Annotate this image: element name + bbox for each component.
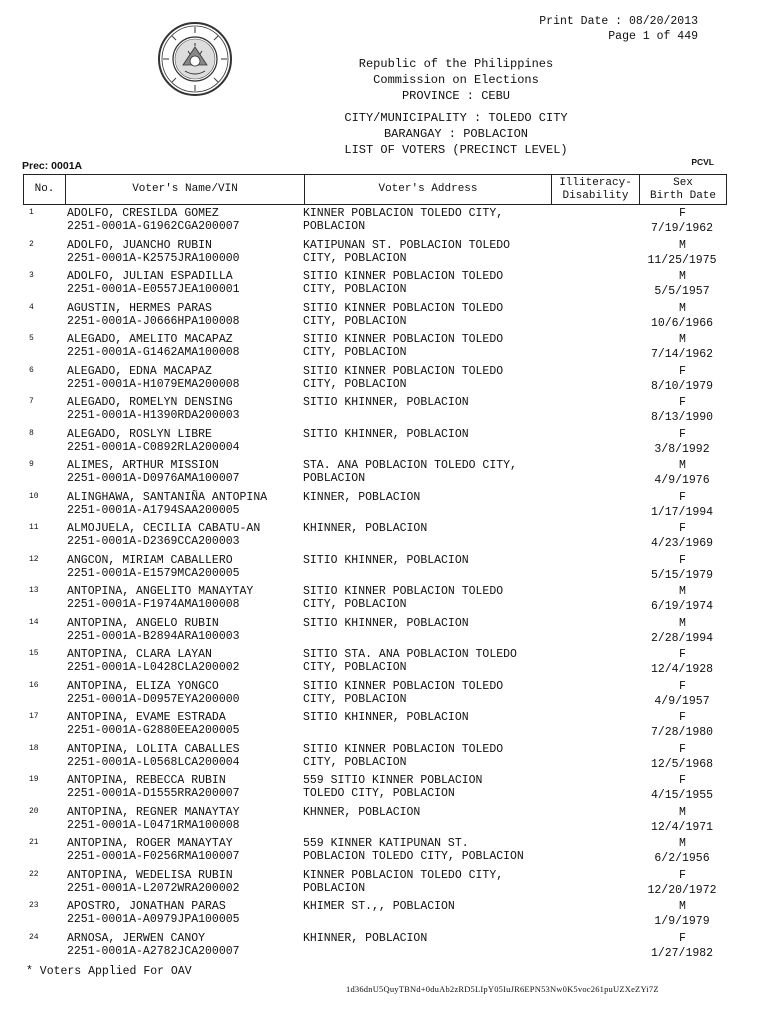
- voter-address-line2: CITY, POBLACION: [303, 251, 407, 265]
- voter-birth-date: 12/4/1971: [650, 820, 714, 834]
- voter-address-line2: POBLACION: [303, 881, 366, 895]
- voter-number: 12: [29, 554, 39, 564]
- voter-birth-date: 8/13/1990: [650, 411, 714, 424]
- voter-address-line1: KHINNER, POBLACION: [303, 522, 428, 535]
- voter-address-line1: 559 SITIO KINNER POBLACION: [303, 774, 483, 787]
- voter-sex: M: [679, 238, 686, 252]
- voter-name: ALEGADO, EDNA MACAPAZ: [67, 364, 212, 378]
- voter-sex: F: [679, 868, 686, 882]
- voter-vin: 2251-0001A-G1462AMA100008: [67, 346, 240, 359]
- voter-address-line1: SITIO STA. ANA POBLACION TOLEDO: [303, 648, 517, 661]
- voter-birth-date: 4/23/1969: [650, 537, 714, 550]
- voter-number: 9: [29, 460, 34, 469]
- voter-name: ANTOPINA, ANGELO RUBIN: [67, 616, 219, 630]
- voter-name: APOSTRO, JONATHAN PARAS: [67, 900, 226, 913]
- voter-vin: 2251-0001A-F1974AMA100008: [67, 598, 240, 611]
- voter-number: 3: [29, 271, 34, 280]
- voter-address-line1: SITIO KINNER POBLACION TOLEDO: [303, 333, 504, 346]
- voter-name: ANTOPINA, REGNER MANAYTAY: [67, 805, 240, 819]
- voter-address-line1: SITIO KINNER POBLACION TOLEDO: [303, 270, 504, 283]
- voter-sex: M: [679, 805, 686, 819]
- footnote: * Voters Applied For OAV: [26, 965, 192, 978]
- voter-number: 17: [29, 712, 39, 721]
- voter-number: 10: [29, 491, 39, 501]
- voter-name: ALEGADO, ROSLYN LIBRE: [67, 427, 212, 441]
- voter-address-line1: SITIO KINNER POBLACION TOLEDO: [303, 679, 504, 693]
- document-header: [200, 56, 712, 158]
- voter-name: ANTOPINA, ELIZA YONGCO: [67, 679, 219, 693]
- voter-sex: M: [679, 616, 686, 630]
- voter-sex: M: [679, 459, 686, 472]
- voter-row: [23, 710, 725, 742]
- header-city: CITY/MUNICIPALITY : TOLEDO CITY: [344, 111, 568, 125]
- voter-sex: F: [679, 774, 686, 787]
- voter-sex: M: [679, 585, 686, 598]
- voter-list: [23, 206, 725, 962]
- col-birth: Birth Date: [649, 189, 716, 202]
- voter-address-line2: CITY, POBLACION: [303, 314, 407, 328]
- voter-birth-date: 8/10/1979: [650, 379, 714, 393]
- voter-address-line1: KHIMER ST.,, POBLACION: [303, 900, 455, 913]
- col-address: Voter's Address: [305, 175, 552, 205]
- voter-name: ALEGADO, AMELITO MACAPAZ: [67, 333, 233, 346]
- voter-name: ALEGADO, ROMELYN DENSING: [67, 396, 233, 409]
- voter-row: [23, 332, 725, 364]
- header-title: LIST OF VOTERS (PRECINCT LEVEL): [344, 143, 568, 157]
- voter-address-line1: 559 KINNER KATIPUNAN ST.: [303, 837, 469, 850]
- voter-row: [23, 679, 725, 711]
- voter-birth-date: 7/14/1962: [650, 348, 714, 361]
- voter-row: [23, 616, 725, 648]
- col-illiteracy: [552, 175, 640, 205]
- col-illiteracy-line2: Disability: [562, 189, 629, 202]
- voter-name: AGUSTIN, HERMES PARAS: [67, 301, 212, 315]
- voter-vin: 2251-0001A-F0256RMA100007: [67, 850, 240, 863]
- voter-sex: F: [679, 742, 686, 756]
- voter-address-line2: POBLACION: [303, 472, 366, 485]
- voter-row: [23, 584, 725, 616]
- voter-birth-date: 4/9/1976: [654, 474, 710, 487]
- voter-row: [23, 427, 725, 459]
- voter-name: ANTOPINA, WEDELISA RUBIN: [67, 868, 233, 882]
- voter-vin: 2251-0001A-D2369CCA200003: [67, 535, 240, 548]
- voter-birth-date: 2/28/1994: [650, 631, 714, 645]
- voter-address-line1: KINNER POBLACION TOLEDO CITY,: [303, 868, 504, 882]
- voter-number: 15: [29, 649, 39, 658]
- voter-address-line2: POBLACION TOLEDO CITY, POBLACION: [303, 850, 524, 863]
- voter-number: 5: [29, 334, 34, 343]
- voter-vin: 2251-0001A-L0428CLA200002: [67, 661, 240, 674]
- voter-birth-date: 3/8/1992: [654, 442, 710, 456]
- voter-address-line1: SITIO KINNER POBLACION TOLEDO: [303, 742, 504, 756]
- voter-sex: F: [679, 553, 686, 567]
- voter-row: [23, 553, 725, 585]
- voter-number: 21: [29, 838, 39, 847]
- voter-birth-date: 5/15/1979: [650, 568, 714, 582]
- voter-row: [23, 805, 725, 837]
- voter-address-line1: SITIO KINNER POBLACION TOLEDO: [303, 364, 504, 378]
- voter-number: 7: [29, 397, 34, 406]
- voter-number: 18: [29, 743, 39, 753]
- col-no: No.: [24, 175, 66, 205]
- voter-address-line1: SITIO KHINNER, POBLACION: [303, 396, 469, 409]
- voter-birth-date: 6/19/1974: [650, 600, 714, 613]
- voter-address-line1: SITIO KHINNER, POBLACION: [303, 553, 469, 567]
- voter-vin: 2251-0001A-E1579MCA200005: [67, 566, 240, 580]
- voter-sex: M: [679, 333, 686, 346]
- voter-vin: 2251-0001A-A2782JCA200007: [67, 944, 240, 958]
- table-header: [23, 174, 727, 205]
- voter-number: 13: [29, 586, 39, 595]
- voter-name: ALIMES, ARTHUR MISSION: [67, 459, 219, 472]
- voter-vin: 2251-0001A-E0557JEA100001: [67, 283, 240, 296]
- voter-row: [23, 238, 725, 270]
- voter-address-line1: SITIO KINNER POBLACION TOLEDO: [303, 585, 504, 598]
- voter-address-line2: CITY, POBLACION: [303, 598, 407, 611]
- voter-birth-date: 1/9/1979: [654, 915, 710, 928]
- voter-row: [23, 269, 725, 301]
- page-number: Page 1 of 449: [608, 30, 698, 43]
- voter-name: ANTOPINA, ANGELITO MANAYTAY: [67, 585, 254, 598]
- print-info: [539, 14, 698, 44]
- voter-birth-date: 1/27/1982: [650, 946, 714, 960]
- print-date: Print Date : 08/20/2013: [539, 15, 698, 28]
- voter-vin: 2251-0001A-K2575JRA100000: [67, 251, 240, 265]
- voter-sex: F: [679, 648, 686, 661]
- voter-row: [23, 490, 725, 522]
- voter-address-line1: KHINNER, POBLACION: [303, 931, 428, 945]
- voter-sex: F: [679, 396, 686, 409]
- voter-name: ANTOPINA, LOLITA CABALLES: [67, 742, 240, 756]
- voter-sex: F: [679, 679, 686, 693]
- voter-row: [23, 364, 725, 396]
- voter-number: 1: [29, 208, 34, 217]
- voter-address-line2: CITY, POBLACION: [303, 661, 407, 674]
- voter-address-line1: KHNNER, POBLACION: [303, 805, 421, 819]
- voter-row: [23, 206, 725, 238]
- voter-name: ARNOSA, JERWEN CANOY: [67, 931, 206, 945]
- header-commission: Commission on Elections: [373, 73, 539, 87]
- voter-sex: M: [679, 837, 686, 850]
- voter-birth-date: 5/5/1957: [654, 285, 710, 298]
- voter-vin: 2251-0001A-G2880EEA200005: [67, 724, 240, 737]
- voter-number: 24: [29, 932, 39, 942]
- header-republic: Republic of the Philippines: [358, 57, 554, 71]
- voter-vin: 2251-0001A-D1555RRA200007: [67, 787, 240, 800]
- voter-birth-date: 7/28/1980: [650, 726, 714, 739]
- voter-sex: F: [679, 711, 686, 724]
- voter-birth-date: 4/15/1955: [650, 789, 714, 802]
- voter-address-line1: SITIO KHINNER, POBLACION: [303, 711, 469, 724]
- voter-sex: F: [679, 427, 686, 441]
- voter-sex: F: [679, 522, 686, 535]
- voter-sex: F: [679, 364, 686, 378]
- voter-address-line2: CITY, POBLACION: [303, 755, 407, 769]
- voter-address-line1: KINNER POBLACION TOLEDO CITY,: [303, 207, 504, 220]
- voter-vin: 2251-0001A-L0471RMA100008: [67, 818, 240, 832]
- voter-number: 4: [29, 302, 34, 312]
- voter-address-line1: STA. ANA POBLACION TOLEDO CITY,: [303, 459, 517, 472]
- voter-birth-date: 11/25/1975: [647, 253, 717, 267]
- voter-address-line1: KINNER, POBLACION: [303, 490, 421, 504]
- col-sex-birth: [640, 175, 727, 205]
- voter-row: [23, 521, 725, 553]
- voter-sex: F: [679, 207, 686, 220]
- voter-birth-date: 7/19/1962: [650, 222, 714, 235]
- voter-address-line2: TOLEDO CITY, POBLACION: [303, 787, 455, 800]
- voter-name: ALMOJUELA, CECILIA CABATU-AN: [67, 522, 261, 535]
- voter-name: ADOLFO, JULIAN ESPADILLA: [67, 270, 233, 283]
- voter-address-line2: CITY, POBLACION: [303, 377, 407, 391]
- precinct-label: Prec: 0001A: [22, 160, 83, 172]
- voter-birth-date: 12/4/1928: [650, 663, 714, 676]
- voter-vin: 2251-0001A-D0976AMA100007: [67, 472, 240, 485]
- form-code: PCVL: [691, 157, 714, 167]
- voter-number: 19: [29, 775, 39, 784]
- voter-row: [23, 742, 725, 774]
- voter-number: 16: [29, 680, 39, 690]
- voter-address-line1: SITIO KHINNER, POBLACION: [303, 616, 469, 630]
- voter-vin: 2251-0001A-L0568LCA200004: [67, 755, 240, 769]
- voter-number: 8: [29, 428, 34, 438]
- voter-name: ALINGHAWA, SANTANIÑA ANTOPINA: [67, 490, 268, 504]
- voter-row: [23, 868, 725, 900]
- voter-row: [23, 773, 725, 805]
- voter-number: 22: [29, 869, 39, 879]
- voter-number: 14: [29, 617, 39, 627]
- voter-row: [23, 301, 725, 333]
- voter-name: ANTOPINA, EVAME ESTRADA: [67, 711, 226, 724]
- voter-row: [23, 647, 725, 679]
- voter-number: 6: [29, 365, 34, 375]
- voter-sex: M: [679, 900, 686, 913]
- voter-name: ANGCON, MIRIAM CABALLERO: [67, 553, 233, 567]
- document-code: 1d36dnU5QuyTBNd+0duAb2zRD5LIpY05IuJR6EPN53Nw0K5voc261puUZXeZYi7Z: [346, 984, 659, 994]
- voter-name: ADOLFO, CRESILDA GOMEZ: [67, 207, 219, 220]
- voter-vin: 2251-0001A-L2072WRA200002: [67, 881, 240, 895]
- voter-row: [23, 458, 725, 490]
- voter-address-line2: POBLACION: [303, 220, 366, 233]
- voter-number: 20: [29, 806, 39, 816]
- voter-vin: 2251-0001A-G1962CGA200007: [67, 220, 240, 233]
- col-name: Voter's Name/VIN: [66, 175, 305, 205]
- voter-number: 2: [29, 239, 34, 249]
- voter-row: [23, 395, 725, 427]
- voter-name: ANTOPINA, REBECCA RUBIN: [67, 774, 226, 787]
- voter-sex: M: [679, 301, 686, 315]
- voter-birth-date: 6/2/1956: [654, 852, 710, 865]
- voter-sex: F: [679, 490, 686, 504]
- voter-vin: 2251-0001A-D0957EYA200000: [67, 692, 240, 706]
- header-province: PROVINCE : CEBU: [401, 89, 511, 103]
- voter-name: ADOLFO, JUANCHO RUBIN: [67, 238, 212, 252]
- voter-birth-date: 12/5/1968: [650, 757, 714, 771]
- voter-birth-date: 10/6/1966: [650, 316, 714, 330]
- voter-row: [23, 836, 725, 868]
- header-barangay: BARANGAY : POBLACION: [383, 127, 529, 141]
- voter-name: ANTOPINA, ROGER MANAYTAY: [67, 837, 233, 850]
- voter-row: [23, 931, 725, 963]
- voter-address-line1: SITIO KINNER POBLACION TOLEDO: [303, 301, 504, 315]
- col-illiteracy-line1: Illiteracy-: [559, 176, 632, 189]
- voter-birth-date: 1/17/1994: [650, 505, 714, 519]
- voter-vin: 2251-0001A-C0892RLA200004: [67, 440, 240, 454]
- voter-sex: M: [679, 270, 686, 283]
- voter-address-line1: SITIO KHINNER, POBLACION: [303, 427, 469, 441]
- voter-address-line2: CITY, POBLACION: [303, 346, 407, 359]
- voter-birth-date: 12/20/1972: [647, 883, 717, 897]
- voter-number: 11: [29, 523, 39, 532]
- voter-vin: 2251-0001A-H1390RDA200003: [67, 409, 240, 422]
- voter-birth-date: 4/9/1957: [654, 694, 710, 708]
- voter-address-line1: KATIPUNAN ST. POBLACION TOLEDO: [303, 238, 511, 252]
- col-sex: Sex: [673, 176, 693, 189]
- voter-row: [23, 899, 725, 931]
- voter-address-line2: CITY, POBLACION: [303, 283, 407, 296]
- voter-address-line2: CITY, POBLACION: [303, 692, 407, 706]
- voter-vin: 2251-0001A-H1079EMA200008: [67, 377, 240, 391]
- voter-vin: 2251-0001A-J0666HPA100008: [67, 314, 240, 328]
- voter-name: ANTOPINA, CLARA LAYAN: [67, 648, 212, 661]
- voter-sex: F: [679, 931, 686, 945]
- voter-vin: 2251-0001A-A0979JPA100005: [67, 913, 240, 926]
- voter-vin: 2251-0001A-A1794SAA200005: [67, 503, 240, 517]
- voter-number: 23: [29, 901, 39, 910]
- voter-vin: 2251-0001A-B2894ARA100003: [67, 629, 240, 643]
